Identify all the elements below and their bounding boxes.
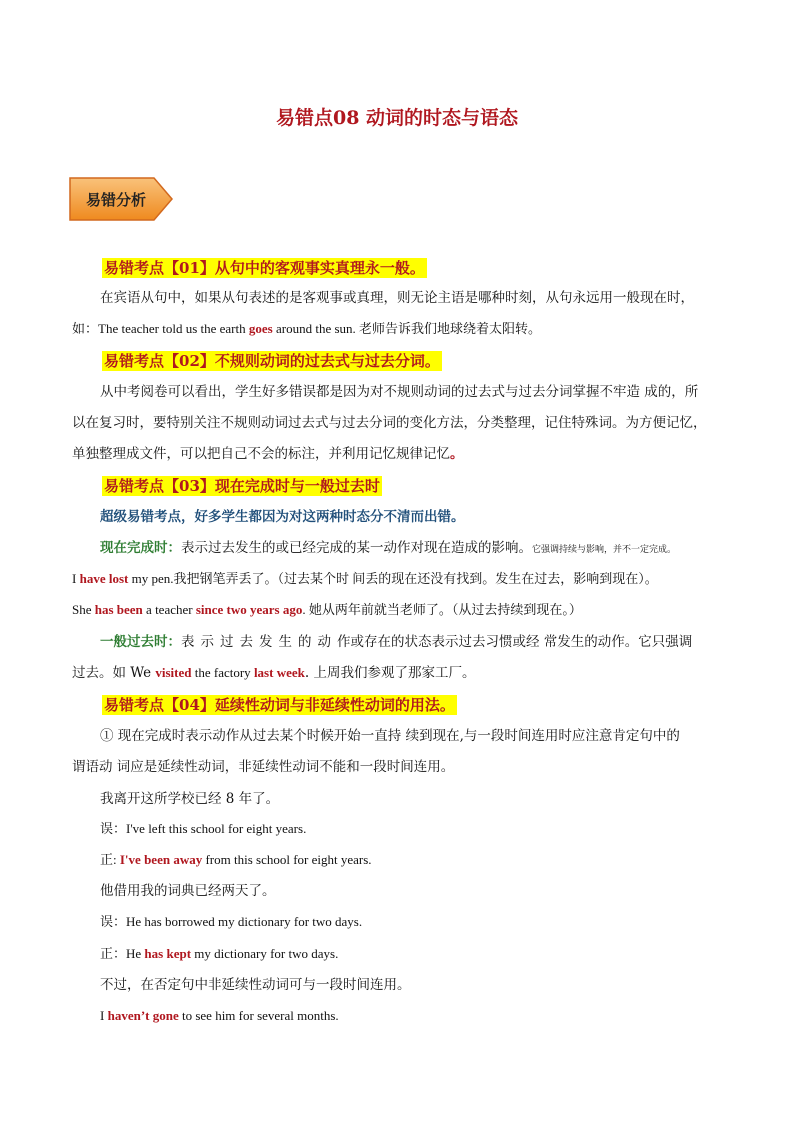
section-badge [68,175,176,223]
heading-03: 易错考点【03】现在完成时与一般过去时 [104,477,380,495]
wrong-example-2: 误：He has borrowed my dictionary for two days. [100,914,363,929]
paragraph-4-line-1: ① 现在完成时表示动作从过去某个时候开始一直持 续到现在,与一段时间连用时应注意肯定句中的 [100,728,680,744]
present-perfect-definition: 现在完成时：表示过去发生的或已经完成的某一动作对现在造成的影响。它强调持续与影响，并不一定完成。 [100,540,677,556]
example-sentence-2: 他借用我的词典已经两天了。 [100,883,276,899]
paragraph-2-line-3: 单独整理成文件，可以把自己不会的标注，并利用记忆规律记忆。 [72,446,464,462]
correct-example-1: 正: I've been away from this school for eight years. [100,852,372,867]
paragraph-2-line-2: 以在复习时，要特别关注不规则动词过去式与过去分词的变化方法，分类整理，记住特殊词。为方便记忆， [72,415,707,431]
wrong-example-1: 误：I've left this school for eight years. [100,821,307,836]
paragraph-3-note: 超级易错考点，好多学生都因为对这两种时态分不清而出错。 [100,509,465,525]
heading-04: 易错考点【04】延续性动词与非延续性动词的用法。 [104,696,455,714]
present-perfect-example-2: She has been a teacher since two years ago. 她从两年前就当老师了。（从过去持续到现在。） [72,602,582,617]
heading-01: 易错考点【01】从句中的客观事实真理永一般。 [104,259,425,277]
negative-example: I haven’t gone to see him for several months. [100,1008,339,1023]
example-sentence-1: 我离开这所学校已经 8 年了。 [100,791,280,807]
paragraph-1-line-1: 在宾语从句中，如果从句表述的是客观事或真理，则无论主语是哪种时刻，从句永远用一般现在时， [100,290,694,306]
badge-label: 易错分析 [85,191,146,209]
paragraph-4-line-2: 谓语动 词应是延续性动词，非延续性动词不能和一段时间连用。 [72,759,455,775]
paragraph-2-line-1: 从中考阅卷可以看出，学生好多错误都是因为对不规则动词的过去式与过去分词掌握不牢造 成的，所 [100,384,699,400]
simple-past-definition: 一般过去时：表示过去发生的动作或存在的状态表示过去习惯或经 常发生的动作。它只强调 [100,634,693,650]
heading-02: 易错考点【02】不规则动词的过去式与过去分词。 [104,352,440,370]
simple-past-example: 过去。如 We visited the factory last week. 上周我们参观了那家工厂。 [72,665,476,681]
page-title: 易错点08 动词的时态与语态 [275,107,519,129]
negative-sentence-note: 不过，在否定句中非延续性动词可与一段时间连用。 [100,977,411,993]
present-perfect-example-1: I have lost my pen.我把钢笔弄丢了。（过去某个时 间丢的现在还没有找到。发生在过去，影响到现在）。 [72,571,658,586]
paragraph-1-line-2: 如：The teacher told us the earth goes around the sun. 老师告诉我们地球绕着太阳转。 [72,321,542,336]
correct-example-2: 正：He has kept my dictionary for two days. [100,946,339,961]
